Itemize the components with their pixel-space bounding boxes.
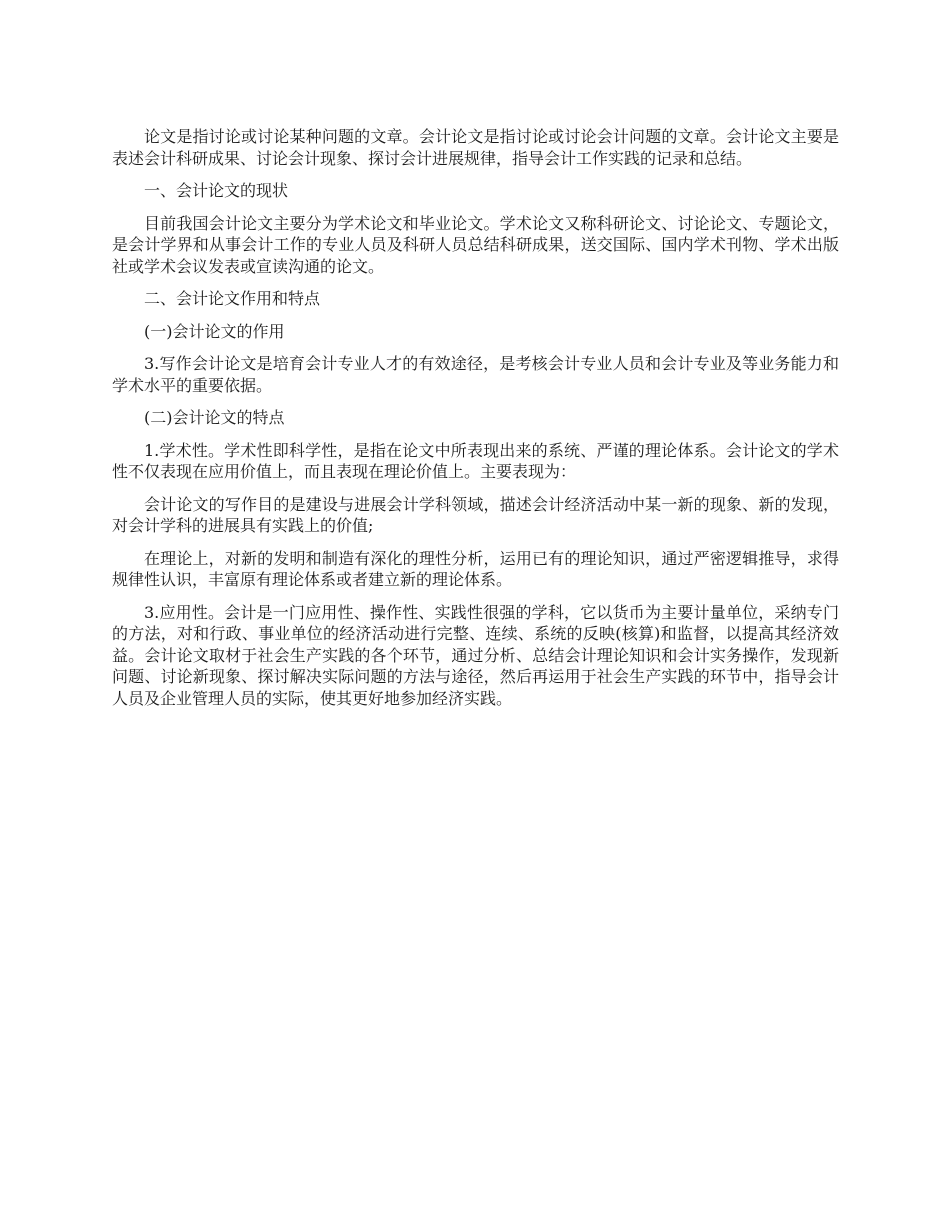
subsection-heading-role: (一)会计论文的作用: [144, 321, 285, 341]
status-paragraph: 目前我国会计论文主要分为学术论文和毕业论文。学术论文又称科研论文、讨论论文、专题论文，是会计学界和从事会计工作的专业人员及科研人员总结科研成果，送交国际、国内学术刊物、学术出版社或学术会议发表或宣读沟通的论文。: [112, 213, 839, 276]
theory-paragraph: 在理论上，对新的发明和制造有深化的理性分析，运用已有的理论知识，通过严密逻辑推导，求得规律性认识，丰富原有理论体系或者建立新的理论体系。: [112, 548, 839, 589]
application-paragraph: 3.应用性。会计是一门应用性、操作性、实践性很强的学科，它以货币为主要计量单位，采纳专门的方法，对和行政、事业单位的经济活动进行完整、连续、系统的反映(核算)和监督，以提高其经济效益。会计论文取材于社会生产实践的各个环节，通过分析、总结会计理论知识和会计实务操作，发现新问题、讨论新现象、探讨解决实际问题的方法与途径，然后再运用于社会生产实践的环节中，指导会计人员及企业管理人员的实际，使其更好地参加经济实践。: [112, 602, 839, 708]
role-paragraph: 3.写作会计论文是培育会计专业人才的有效途径，是考核会计专业人员和会计专业及等业务能力和学术水平的重要依据。: [112, 354, 839, 395]
academic-paragraph: 1.学术性。学术性即科学性，是指在论文中所表现出来的系统、严谨的理论体系。会计论文的学术性不仅表现在应用价值上，而且表现在理论价值上。主要表现为：: [112, 440, 839, 481]
document-body: [112, 126, 839, 720]
section-heading-status: 一、会计论文的现状: [144, 181, 289, 200]
intro-paragraph: 论文是指讨论或讨论某种问题的文章。会计论文是指讨论或讨论会计问题的文章。会计论文主要是表述会计科研成果、讨论会计现象、探讨会计进展规律，指导会计工作实践的记录和总结。: [112, 127, 839, 168]
subsection-heading-features: (二)会计论文的特点: [144, 408, 285, 427]
section-heading-role-features: 二、会计论文作用和特点: [144, 289, 321, 308]
purpose-paragraph: 会计论文的写作目的是建设与进展会计学科领域，描述会计经济活动中某一新的现象、新的发现，对会计学科的进展具有实践上的价值;: [112, 494, 839, 535]
